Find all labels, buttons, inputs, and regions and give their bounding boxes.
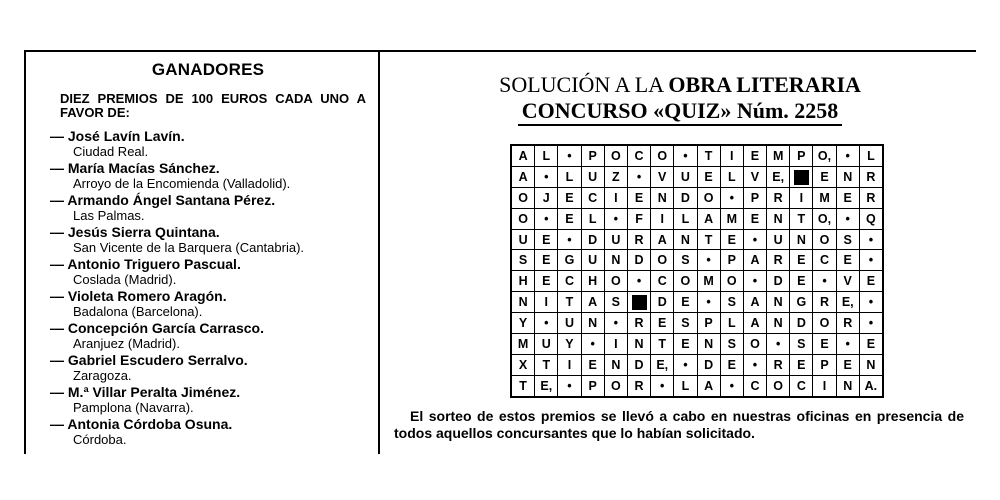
grid-cell: •: [674, 145, 697, 166]
grid-cell: D: [651, 292, 674, 313]
grid-cell: •: [743, 271, 766, 292]
grid-cell: •: [558, 375, 581, 396]
solution-title-line1: [390, 72, 970, 98]
black-square-icon: [794, 170, 809, 185]
grid-cell: •: [767, 334, 790, 355]
grid-cell: M: [813, 187, 836, 208]
grid-cell: R: [859, 166, 883, 187]
grid-cell: S: [790, 334, 813, 355]
grid-cell: R: [767, 250, 790, 271]
grid-cell: E: [674, 292, 697, 313]
grid-cell: E: [813, 166, 836, 187]
grid-cell: E: [790, 250, 813, 271]
grid-cell: L: [720, 313, 743, 334]
grid-cell: U: [558, 313, 581, 334]
grid-cell: C: [581, 187, 604, 208]
grid-cell: U: [535, 334, 558, 355]
grid-row: [511, 292, 883, 313]
grid-cell: M: [511, 334, 535, 355]
grid-cell: L: [535, 145, 558, 166]
grid-cell: A: [743, 313, 766, 334]
grid-cell: N: [836, 166, 859, 187]
grid-cell: P: [581, 375, 604, 396]
grid-cell: L: [859, 145, 883, 166]
grid-cell: O,: [813, 145, 836, 166]
winner-item: [50, 320, 366, 352]
grid-cell: O: [767, 375, 790, 396]
grid-cell: A: [697, 208, 720, 229]
winner-item: [50, 256, 366, 288]
grid-cell: D: [767, 271, 790, 292]
grid-cell: E,: [767, 166, 790, 187]
grid-cell: O: [720, 271, 743, 292]
grid-cell: N: [836, 375, 859, 396]
grid-cell: S: [836, 229, 859, 250]
grid-cell: •: [836, 208, 859, 229]
grid-cell: R: [627, 229, 650, 250]
grid-cell: D: [697, 354, 720, 375]
grid-cell: A: [743, 250, 766, 271]
grid-cell: A: [511, 145, 535, 166]
solution-title-bold: OBRA LITERARIA: [668, 72, 861, 97]
grid-cell: O: [813, 313, 836, 334]
grid-cell: Y: [511, 313, 535, 334]
grid-cell: O: [604, 375, 627, 396]
winner-item: [50, 160, 366, 192]
grid-cell: E: [697, 166, 720, 187]
grid-row: [511, 271, 883, 292]
grid-cell: •: [627, 166, 650, 187]
winner-name: — Jesús Sierra Quintana.: [50, 224, 220, 240]
grid-row: [511, 313, 883, 334]
winner-name: — Violeta Romero Aragón.: [50, 288, 227, 304]
winners-subtitle: DIEZ PREMIOS DE 100 EUROS CADA UNO A FAVOR DE:: [60, 91, 366, 120]
winner-place: Ciudad Real.: [73, 144, 149, 159]
grid-cell: N: [697, 334, 720, 355]
grid-row: [511, 334, 883, 355]
grid-black-square: [790, 166, 813, 187]
grid-cell: E,: [836, 292, 859, 313]
grid-cell: D: [627, 250, 650, 271]
grid-cell: H: [581, 271, 604, 292]
grid-cell: R: [627, 375, 650, 396]
black-square-icon: [632, 295, 647, 310]
grid-cell: •: [535, 166, 558, 187]
winner-name: — María Macías Sánchez.: [50, 160, 220, 176]
grid-cell: U: [674, 166, 697, 187]
solution-panel: [390, 60, 970, 393]
grid-cell: N: [767, 208, 790, 229]
grid-cell: E: [836, 187, 859, 208]
grid-cell: E,: [651, 354, 674, 375]
grid-cell: T: [697, 145, 720, 166]
grid-cell: I: [604, 187, 627, 208]
grid-cell: P: [790, 145, 813, 166]
grid-cell: M: [720, 208, 743, 229]
grid-cell: N: [604, 250, 627, 271]
grid-cell: S: [720, 292, 743, 313]
grid-cell: I: [651, 208, 674, 229]
grid-cell: P: [720, 250, 743, 271]
solution-title-normal: SOLUCIÓN A LA: [499, 72, 669, 97]
grid-cell: A: [697, 375, 720, 396]
winner-item: [50, 352, 366, 384]
grid-cell: P: [697, 313, 720, 334]
winner-item: [50, 192, 366, 224]
grid-cell: R: [767, 354, 790, 375]
left-border: [24, 50, 26, 454]
grid-cell: •: [604, 313, 627, 334]
grid-cell: •: [581, 334, 604, 355]
grid-cell: E,: [535, 375, 558, 396]
winner-place: Pamplona (Navarra).: [73, 400, 194, 415]
grid-cell: E: [720, 354, 743, 375]
grid-cell: A: [581, 292, 604, 313]
grid-cell: •: [859, 313, 883, 334]
winners-list: [50, 128, 366, 448]
grid-cell: U: [581, 166, 604, 187]
grid-cell: C: [813, 250, 836, 271]
grid-row: [511, 166, 883, 187]
winner-place: Córdoba.: [73, 432, 127, 447]
grid-cell: A: [743, 292, 766, 313]
grid-cell: S: [511, 250, 535, 271]
column-divider: [378, 50, 380, 454]
grid-cell: •: [859, 250, 883, 271]
grid-cell: U: [604, 229, 627, 250]
grid-cell: E: [859, 271, 883, 292]
grid-cell: I: [790, 187, 813, 208]
grid-cell: C: [790, 375, 813, 396]
grid-cell: E: [535, 250, 558, 271]
grid-cell: A: [651, 229, 674, 250]
grid-cell: O: [813, 229, 836, 250]
grid-cell: U: [767, 229, 790, 250]
grid-cell: •: [859, 229, 883, 250]
solution-grid: [510, 144, 884, 398]
grid-cell: Q: [859, 208, 883, 229]
grid-cell: D: [627, 354, 650, 375]
grid-cell: E: [790, 354, 813, 375]
grid-cell: U: [511, 229, 535, 250]
grid-cell: S: [674, 313, 697, 334]
winner-place: Coslada (Madrid).: [73, 272, 177, 287]
grid-cell: E: [859, 334, 883, 355]
grid-cell: X: [511, 354, 535, 375]
grid-cell: •: [651, 375, 674, 396]
winner-name: — José Lavín Lavín.: [50, 128, 185, 144]
grid-cell: C: [627, 145, 650, 166]
grid-cell: Y: [558, 334, 581, 355]
winner-item: [50, 288, 366, 320]
grid-cell: •: [697, 250, 720, 271]
winner-item: [50, 416, 366, 448]
grid-cell: L: [674, 375, 697, 396]
grid-row: [511, 250, 883, 271]
grid-cell: P: [743, 187, 766, 208]
grid-cell: I: [558, 354, 581, 375]
grid-cell: N: [627, 334, 650, 355]
grid-cell: S: [674, 250, 697, 271]
grid-cell: E: [535, 229, 558, 250]
grid-cell: T: [558, 292, 581, 313]
grid-row: [511, 208, 883, 229]
grid-cell: F: [627, 208, 650, 229]
grid-cell: S: [720, 334, 743, 355]
grid-cell: V: [651, 166, 674, 187]
grid-cell: N: [767, 313, 790, 334]
winner-place: Aranjuez (Madrid).: [73, 336, 180, 351]
grid-cell: N: [581, 313, 604, 334]
grid-cell: N: [511, 292, 535, 313]
grid-cell: S: [604, 292, 627, 313]
top-rule: [24, 50, 976, 52]
grid-cell: O: [511, 187, 535, 208]
grid-row: [511, 145, 883, 166]
winners-title: GANADORES: [151, 60, 265, 79]
winner-name: — M.ª Villar Peralta Jiménez.: [50, 384, 241, 400]
grid-cell: E: [813, 334, 836, 355]
contest-title: CONCURSO «QUIZ» Núm. 2258: [518, 98, 843, 126]
grid-cell: L: [720, 166, 743, 187]
grid-cell: M: [767, 145, 790, 166]
grid-cell: E: [651, 313, 674, 334]
winner-name: — Antonio Triguero Pascual.: [50, 256, 241, 272]
grid-cell: •: [743, 229, 766, 250]
grid-cell: •: [743, 354, 766, 375]
grid-cell: T: [697, 229, 720, 250]
grid-cell: •: [859, 292, 883, 313]
grid-cell: E: [836, 250, 859, 271]
grid-cell: M: [697, 271, 720, 292]
grid-cell: P: [813, 354, 836, 375]
grid-row: [511, 229, 883, 250]
winner-name: — Antonia Córdoba Osuna.: [50, 416, 233, 432]
grid-row: [511, 187, 883, 208]
grid-cell: •: [720, 187, 743, 208]
grid-cell: C: [558, 271, 581, 292]
grid-cell: L: [558, 166, 581, 187]
grid-cell: •: [604, 208, 627, 229]
grid-cell: O: [604, 145, 627, 166]
grid-cell: C: [651, 271, 674, 292]
grid-cell: I: [535, 292, 558, 313]
grid-cell: R: [859, 187, 883, 208]
winner-place: Arroyo de la Encomienda (Valladolid).: [73, 176, 291, 191]
grid-cell: E: [558, 187, 581, 208]
grid-cell: U: [581, 250, 604, 271]
grid-cell: R: [767, 187, 790, 208]
grid-cell: A: [511, 166, 535, 187]
grid-cell: T: [651, 334, 674, 355]
grid-cell: D: [581, 229, 604, 250]
grid-cell: O,: [813, 208, 836, 229]
winner-name: — Concepción García Carrasco.: [50, 320, 264, 336]
grid-cell: O: [511, 208, 535, 229]
grid-cell: E: [581, 354, 604, 375]
grid-cell: G: [790, 292, 813, 313]
grid-cell: D: [790, 313, 813, 334]
grid-cell: E: [836, 354, 859, 375]
grid-cell: J: [535, 187, 558, 208]
grid-cell: H: [511, 271, 535, 292]
grid-cell: E: [674, 334, 697, 355]
winner-name: — Gabriel Escudero Serralvo.: [50, 352, 248, 368]
grid-cell: E: [720, 229, 743, 250]
grid-cell: O: [604, 271, 627, 292]
grid-cell: N: [790, 229, 813, 250]
grid-cell: O: [743, 334, 766, 355]
draw-note: El sorteo de estos premios se llevó a cabo en nuestras oficinas en presencia de todos aquellos concursantes que lo habían solicitado.: [394, 408, 964, 441]
winner-item: [50, 384, 366, 416]
grid-cell: E: [558, 208, 581, 229]
grid-cell: I: [604, 334, 627, 355]
grid-cell: •: [627, 271, 650, 292]
grid-cell: •: [674, 354, 697, 375]
winner-item: [50, 224, 366, 256]
grid-cell: E: [743, 145, 766, 166]
winner-place: Badalona (Barcelona).: [73, 304, 203, 319]
grid-cell: G: [558, 250, 581, 271]
grid-row: [511, 354, 883, 375]
winner-item: [50, 128, 366, 160]
winner-place: San Vicente de la Barquera (Cantabria).: [73, 240, 305, 255]
grid-black-square: [627, 292, 650, 313]
grid-cell: O: [651, 145, 674, 166]
grid-cell: O: [674, 271, 697, 292]
grid-cell: Z: [604, 166, 627, 187]
grid-cell: N: [767, 292, 790, 313]
grid-cell: R: [813, 292, 836, 313]
grid-cell: •: [836, 145, 859, 166]
grid-cell: E: [627, 187, 650, 208]
grid-cell: •: [836, 334, 859, 355]
grid-cell: R: [627, 313, 650, 334]
grid-cell: V: [743, 166, 766, 187]
winner-place: Zaragoza.: [73, 368, 132, 383]
grid-cell: N: [674, 229, 697, 250]
grid-cell: O: [697, 187, 720, 208]
grid-cell: D: [674, 187, 697, 208]
grid-cell: T: [535, 354, 558, 375]
grid-cell: O: [651, 250, 674, 271]
grid-cell: C: [743, 375, 766, 396]
grid-cell: V: [836, 271, 859, 292]
grid-row: [511, 375, 883, 396]
grid-cell: •: [697, 292, 720, 313]
solution-title: [390, 72, 970, 126]
grid-cell: N: [604, 354, 627, 375]
grid-cell: I: [813, 375, 836, 396]
winner-name: — Armando Ángel Santana Pérez.: [50, 192, 276, 208]
grid-cell: •: [813, 271, 836, 292]
grid-cell: •: [535, 208, 558, 229]
grid-cell: A.: [859, 375, 883, 396]
grid-cell: T: [511, 375, 535, 396]
winners-panel: [50, 60, 366, 448]
grid-cell: P: [581, 145, 604, 166]
grid-cell: I: [720, 145, 743, 166]
grid-cell: T: [790, 208, 813, 229]
grid-cell: N: [859, 354, 883, 375]
grid-cell: L: [581, 208, 604, 229]
winner-place: Las Palmas.: [73, 208, 145, 223]
grid-cell: E: [743, 208, 766, 229]
grid-cell: E: [535, 271, 558, 292]
grid-cell: •: [720, 375, 743, 396]
grid-cell: N: [651, 187, 674, 208]
grid-cell: E: [790, 271, 813, 292]
grid-cell: •: [535, 313, 558, 334]
grid-cell: L: [674, 208, 697, 229]
grid-cell: •: [558, 145, 581, 166]
grid-cell: •: [558, 229, 581, 250]
grid-cell: R: [836, 313, 859, 334]
